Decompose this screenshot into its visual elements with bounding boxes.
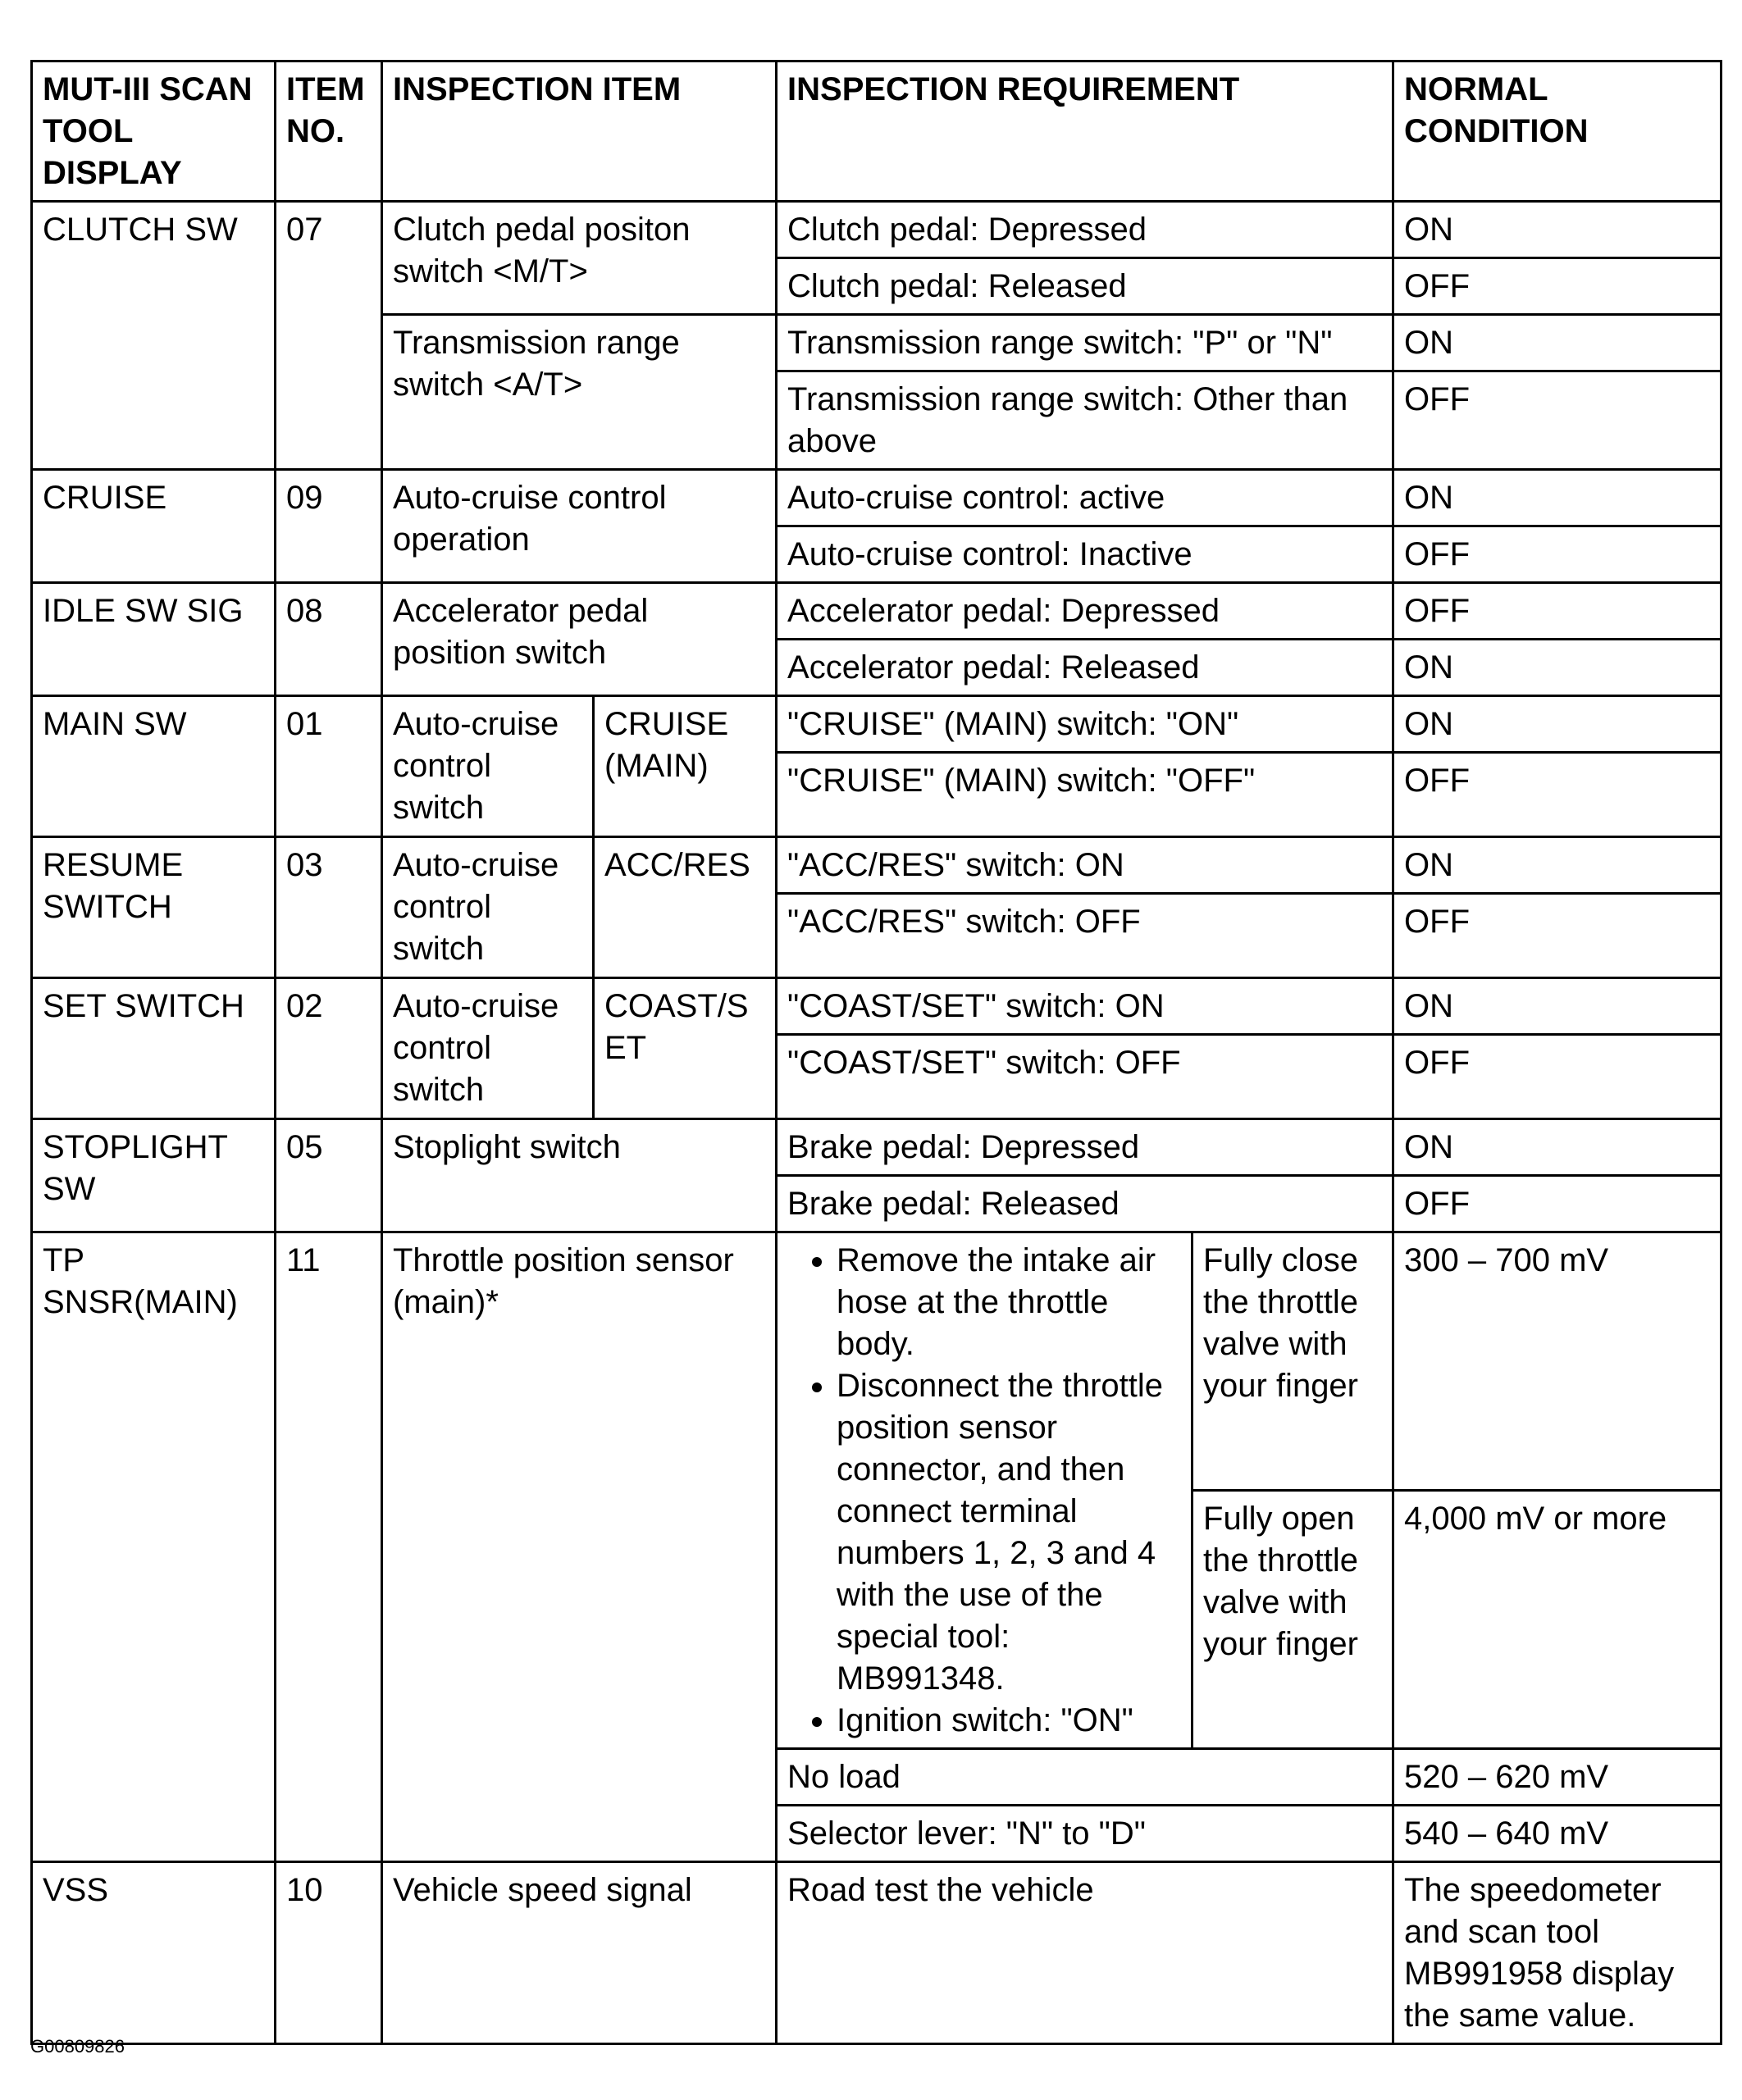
header-display: MUT-III SCAN TOOL DISPLAY [32, 61, 276, 202]
normal-cell: The speedometer and scan tool MB991958 display the same value. [1393, 1862, 1721, 2044]
requirement-cell: Selector lever: "N" to "D" [777, 1806, 1393, 1862]
inspection-subitem-cell: CRUISE (MAIN) [594, 696, 777, 837]
requirement-cell: No load [777, 1749, 1393, 1806]
requirement-cell: Transmission range switch: Other than above [777, 371, 1393, 470]
display-cell: STOPLIGHT SW [32, 1119, 276, 1232]
item-no-cell: 07 [276, 202, 382, 470]
table-row [32, 978, 1721, 1035]
normal-cell: 540 – 640 mV [1393, 1806, 1721, 1862]
requirement-cell: Accelerator pedal: Depressed [777, 583, 1393, 640]
inspection-item-cell: Auto-cruise control operation [382, 470, 777, 583]
condition-cell: Fully open the throttle valve with your finger [1192, 1491, 1393, 1749]
condition-cell: Fully close the throttle valve with your finger [1192, 1232, 1393, 1491]
normal-cell: OFF [1393, 753, 1721, 837]
requirement-cell: "CRUISE" (MAIN) switch: "ON" [777, 696, 1393, 753]
display-cell: VSS [32, 1862, 276, 2044]
normal-cell: OFF [1393, 1035, 1721, 1119]
requirement-bullets-cell [777, 1232, 1192, 1749]
table-row [32, 1232, 1721, 1491]
requirement-cell: Brake pedal: Depressed [777, 1119, 1393, 1176]
header-row [32, 61, 1721, 202]
requirement-cell: "ACC/RES" switch: ON [777, 837, 1393, 894]
normal-cell: ON [1393, 470, 1721, 526]
requirement-cell: Clutch pedal: Released [777, 258, 1393, 315]
inspection-item-cell: Accelerator pedal position switch [382, 583, 777, 696]
inspection-item-cell: Auto-cruise control switch [382, 978, 594, 1119]
requirement-cell: Transmission range switch: "P" or "N" [777, 315, 1393, 371]
normal-cell: ON [1393, 202, 1721, 258]
inspection-item-cell: Clutch pedal positon switch <M/T> [382, 202, 777, 315]
display-cell: MAIN SW [32, 696, 276, 837]
inspection-table-sheet [30, 60, 1720, 2045]
table-row [32, 583, 1721, 640]
display-cell: CRUISE [32, 470, 276, 583]
item-no-cell: 11 [276, 1232, 382, 1862]
requirement-cell: Clutch pedal: Depressed [777, 202, 1393, 258]
header-item-no: ITEM NO. [276, 61, 382, 202]
table-row [32, 470, 1721, 526]
requirement-bullet-list [787, 1240, 1181, 1742]
inspection-subitem-cell: COAST/S ET [594, 978, 777, 1119]
item-no-cell: 10 [276, 1862, 382, 2044]
inspection-subitem-cell: ACC/RES [594, 837, 777, 978]
table-row [32, 696, 1721, 753]
requirement-cell: "COAST/SET" switch: ON [777, 978, 1393, 1035]
item-no-cell: 09 [276, 470, 382, 583]
display-cell: CLUTCH SW [32, 202, 276, 470]
header-inspection-item: INSPECTION ITEM [382, 61, 777, 202]
inspection-item-cell: Auto-cruise control switch [382, 696, 594, 837]
normal-cell: OFF [1393, 894, 1721, 978]
normal-cell: OFF [1393, 526, 1721, 583]
normal-cell: 300 – 700 mV [1393, 1232, 1721, 1491]
list-item: • Remove the intake air hose at the throttle body. [837, 1240, 1181, 1365]
header-requirement: INSPECTION REQUIREMENT [777, 61, 1393, 202]
inspection-item-cell: Vehicle speed signal [382, 1862, 777, 2044]
display-cell: SET SWITCH [32, 978, 276, 1119]
requirement-cell: Brake pedal: Released [777, 1176, 1393, 1232]
item-no-cell: 02 [276, 978, 382, 1119]
inspection-item-cell: Throttle position sensor (main)* [382, 1232, 777, 1862]
inspection-table [30, 60, 1722, 2045]
normal-cell: 4,000 mV or more [1393, 1491, 1721, 1749]
item-no-cell: 05 [276, 1119, 382, 1232]
normal-cell: ON [1393, 978, 1721, 1035]
inspection-item-cell: Auto-cruise control switch [382, 837, 594, 978]
list-item: • Ignition switch: "ON" [837, 1700, 1181, 1742]
display-cell: IDLE SW SIG [32, 583, 276, 696]
item-no-cell: 01 [276, 696, 382, 837]
requirement-cell: "COAST/SET" switch: OFF [777, 1035, 1393, 1119]
requirement-cell: Auto-cruise control: active [777, 470, 1393, 526]
normal-cell: ON [1393, 696, 1721, 753]
inspection-item-cell: Transmission range switch <A/T> [382, 315, 777, 470]
requirement-cell: Auto-cruise control: Inactive [777, 526, 1393, 583]
normal-cell: ON [1393, 837, 1721, 894]
display-cell: TP SNSR(MAIN) [32, 1232, 276, 1862]
list-item: • Disconnect the throttle position sensor connector, and then connect terminal numbers 1, 2, 3 and 4 with the use of the special tool: MB991348. [837, 1365, 1181, 1700]
table-row [32, 202, 1721, 258]
normal-cell: ON [1393, 1119, 1721, 1176]
inspection-item-cell: Stoplight switch [382, 1119, 777, 1232]
normal-cell: ON [1393, 315, 1721, 371]
display-cell: RESUME SWITCH [32, 837, 276, 978]
normal-cell: OFF [1393, 371, 1721, 470]
requirement-cell: Road test the vehicle [777, 1862, 1393, 2044]
requirement-cell: "CRUISE" (MAIN) switch: "OFF" [777, 753, 1393, 837]
item-no-cell: 08 [276, 583, 382, 696]
header-normal-condition: NORMAL CONDITION [1393, 61, 1721, 202]
item-no-cell: 03 [276, 837, 382, 978]
requirement-cell: "ACC/RES" switch: OFF [777, 894, 1393, 978]
normal-cell: ON [1393, 640, 1721, 696]
normal-cell: OFF [1393, 1176, 1721, 1232]
normal-cell: OFF [1393, 258, 1721, 315]
normal-cell: 520 – 620 mV [1393, 1749, 1721, 1806]
requirement-cell: Accelerator pedal: Released [777, 640, 1393, 696]
table-row [32, 1119, 1721, 1176]
figure-id: G00809826 [30, 2036, 125, 2057]
table-row [32, 837, 1721, 894]
table-row [32, 1862, 1721, 2044]
normal-cell: OFF [1393, 583, 1721, 640]
